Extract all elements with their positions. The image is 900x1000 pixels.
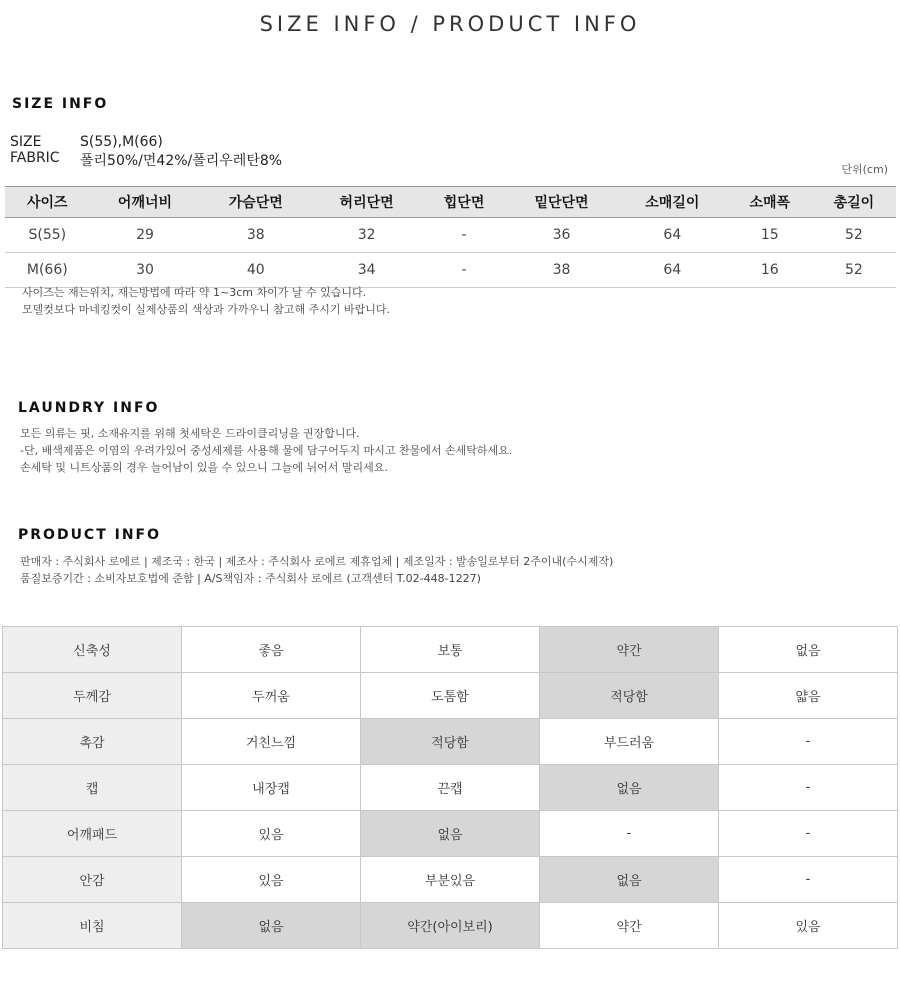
property-label: 신축성 xyxy=(3,627,182,673)
table-cell: - xyxy=(422,253,506,288)
table-row xyxy=(3,719,898,765)
table-cell: 64 xyxy=(617,218,728,253)
size-note-line: 모델컷보다 마네킹컷이 실제상품의 색상과 가까우니 참고해 주시기 바랍니다. xyxy=(22,303,391,316)
property-option-selected: 없음 xyxy=(540,857,719,903)
fabric-label: FABRIC xyxy=(10,150,60,166)
property-label: 비침 xyxy=(3,903,182,949)
table-cell: 32 xyxy=(311,218,422,253)
table-row xyxy=(3,857,898,903)
property-option: 내장캡 xyxy=(182,765,361,811)
property-option-selected: 없음 xyxy=(361,811,540,857)
size-spec-row xyxy=(10,134,163,150)
property-option-selected: 약간 xyxy=(540,627,719,673)
table-cell: 40 xyxy=(200,253,311,288)
property-label: 두께감 xyxy=(3,673,182,719)
property-option-selected: 없음 xyxy=(540,765,719,811)
header-chest: 가슴단면 xyxy=(200,187,311,218)
property-option: 있음 xyxy=(182,811,361,857)
table-cell: 64 xyxy=(617,253,728,288)
property-label: 안감 xyxy=(3,857,182,903)
fabric-properties-table xyxy=(2,626,898,949)
property-option: 얇음 xyxy=(719,673,898,719)
property-option: 좋음 xyxy=(182,627,361,673)
property-option-selected: 없음 xyxy=(182,903,361,949)
size-value: S(55),M(66) xyxy=(80,134,163,150)
laundry-info-heading: LAUNDRY INFO xyxy=(18,400,160,416)
product-note-line: 판매자 : 주식회사 로에르 | 제조국 : 한국 | 제조사 : 주식회사 로에르 제휴업체 | 제조일자 : 발송일로부터 2주이내(수시제작) xyxy=(20,555,614,568)
page-title: SIZE INFO / PRODUCT INFO xyxy=(259,12,641,36)
property-option: - xyxy=(719,765,898,811)
product-note-line: 품질보증기간 : 소비자보호법에 준함 | A/S책임자 : 주식회사 로에르 (고객센터 T.02-448-1227) xyxy=(20,572,481,585)
table-cell: 29 xyxy=(90,218,201,253)
table-row xyxy=(5,253,896,288)
property-option: 거친느낌 xyxy=(182,719,361,765)
size-notes xyxy=(22,284,390,318)
table-cell: 15 xyxy=(728,218,812,253)
property-option: - xyxy=(719,811,898,857)
table-cell: S(55) xyxy=(5,218,90,253)
property-option-selected: 약간(아이보리) xyxy=(361,903,540,949)
size-info-heading: SIZE INFO xyxy=(12,96,109,112)
property-option: - xyxy=(540,811,719,857)
property-option: - xyxy=(719,719,898,765)
table-row xyxy=(3,903,898,949)
property-option: 부드러움 xyxy=(540,719,719,765)
table-cell: 34 xyxy=(311,253,422,288)
property-option-selected: 적당함 xyxy=(540,673,719,719)
header-waist: 허리단면 xyxy=(311,187,422,218)
table-cell: 52 xyxy=(812,253,896,288)
property-option: 도톰함 xyxy=(361,673,540,719)
laundry-note-line: -단, 배색제품은 이염의 우려가있어 중성세제를 사용해 물에 담구어두지 마시고 찬물에서 손세탁하세요. xyxy=(20,444,513,457)
property-label: 촉감 xyxy=(3,719,182,765)
property-label: 어깨패드 xyxy=(3,811,182,857)
header-hip: 힙단면 xyxy=(422,187,506,218)
unit-note: 단위(cm) xyxy=(841,163,888,176)
table-cell: 30 xyxy=(90,253,201,288)
table-row xyxy=(3,673,898,719)
laundry-note-line: 모든 의류는 핏, 소재유지를 위해 첫세탁은 드라이클리닝을 권장합니다. xyxy=(20,427,360,440)
table-cell: M(66) xyxy=(5,253,90,288)
property-option: 있음 xyxy=(182,857,361,903)
property-option: 있음 xyxy=(719,903,898,949)
table-cell: 52 xyxy=(812,218,896,253)
size-note-line: 사이즈는 재는위치, 재는방법에 따라 약 1~3cm 차이가 날 수 있습니다. xyxy=(22,286,367,299)
product-notes xyxy=(20,553,613,587)
table-cell: 36 xyxy=(506,218,617,253)
table-row xyxy=(3,765,898,811)
size-label: SIZE xyxy=(10,134,42,150)
table-cell: 16 xyxy=(728,253,812,288)
size-table-header-row xyxy=(5,187,896,218)
header-hem: 밑단단면 xyxy=(506,187,617,218)
header-shoulder: 어깨너비 xyxy=(90,187,201,218)
property-option: - xyxy=(719,857,898,903)
table-row xyxy=(5,218,896,253)
header-size: 사이즈 xyxy=(5,187,90,218)
table-row xyxy=(3,627,898,673)
header-sleeve-width: 소매폭 xyxy=(728,187,812,218)
property-option: 부분있음 xyxy=(361,857,540,903)
property-option: 두꺼움 xyxy=(182,673,361,719)
property-label: 캡 xyxy=(3,765,182,811)
fabric-value: 폴리50%/면42%/폴리우레탄8% xyxy=(80,153,283,169)
laundry-note-line: 손세탁 및 니트상품의 경우 늘어남이 있을 수 있으니 그늘에 뉘어서 말리세요. xyxy=(20,461,388,474)
table-row xyxy=(3,811,898,857)
laundry-notes xyxy=(20,425,512,476)
property-option: 없음 xyxy=(719,627,898,673)
table-cell: 38 xyxy=(506,253,617,288)
property-option-selected: 적당함 xyxy=(361,719,540,765)
header-sleeve-length: 소매길이 xyxy=(617,187,728,218)
table-cell: 38 xyxy=(200,218,311,253)
property-option: 약간 xyxy=(540,903,719,949)
property-option: 보통 xyxy=(361,627,540,673)
property-option: 끈캡 xyxy=(361,765,540,811)
fabric-spec-row xyxy=(10,150,282,170)
table-cell: - xyxy=(422,218,506,253)
header-total-length: 총길이 xyxy=(812,187,896,218)
size-table xyxy=(5,186,896,288)
product-info-heading: PRODUCT INFO xyxy=(18,527,162,543)
